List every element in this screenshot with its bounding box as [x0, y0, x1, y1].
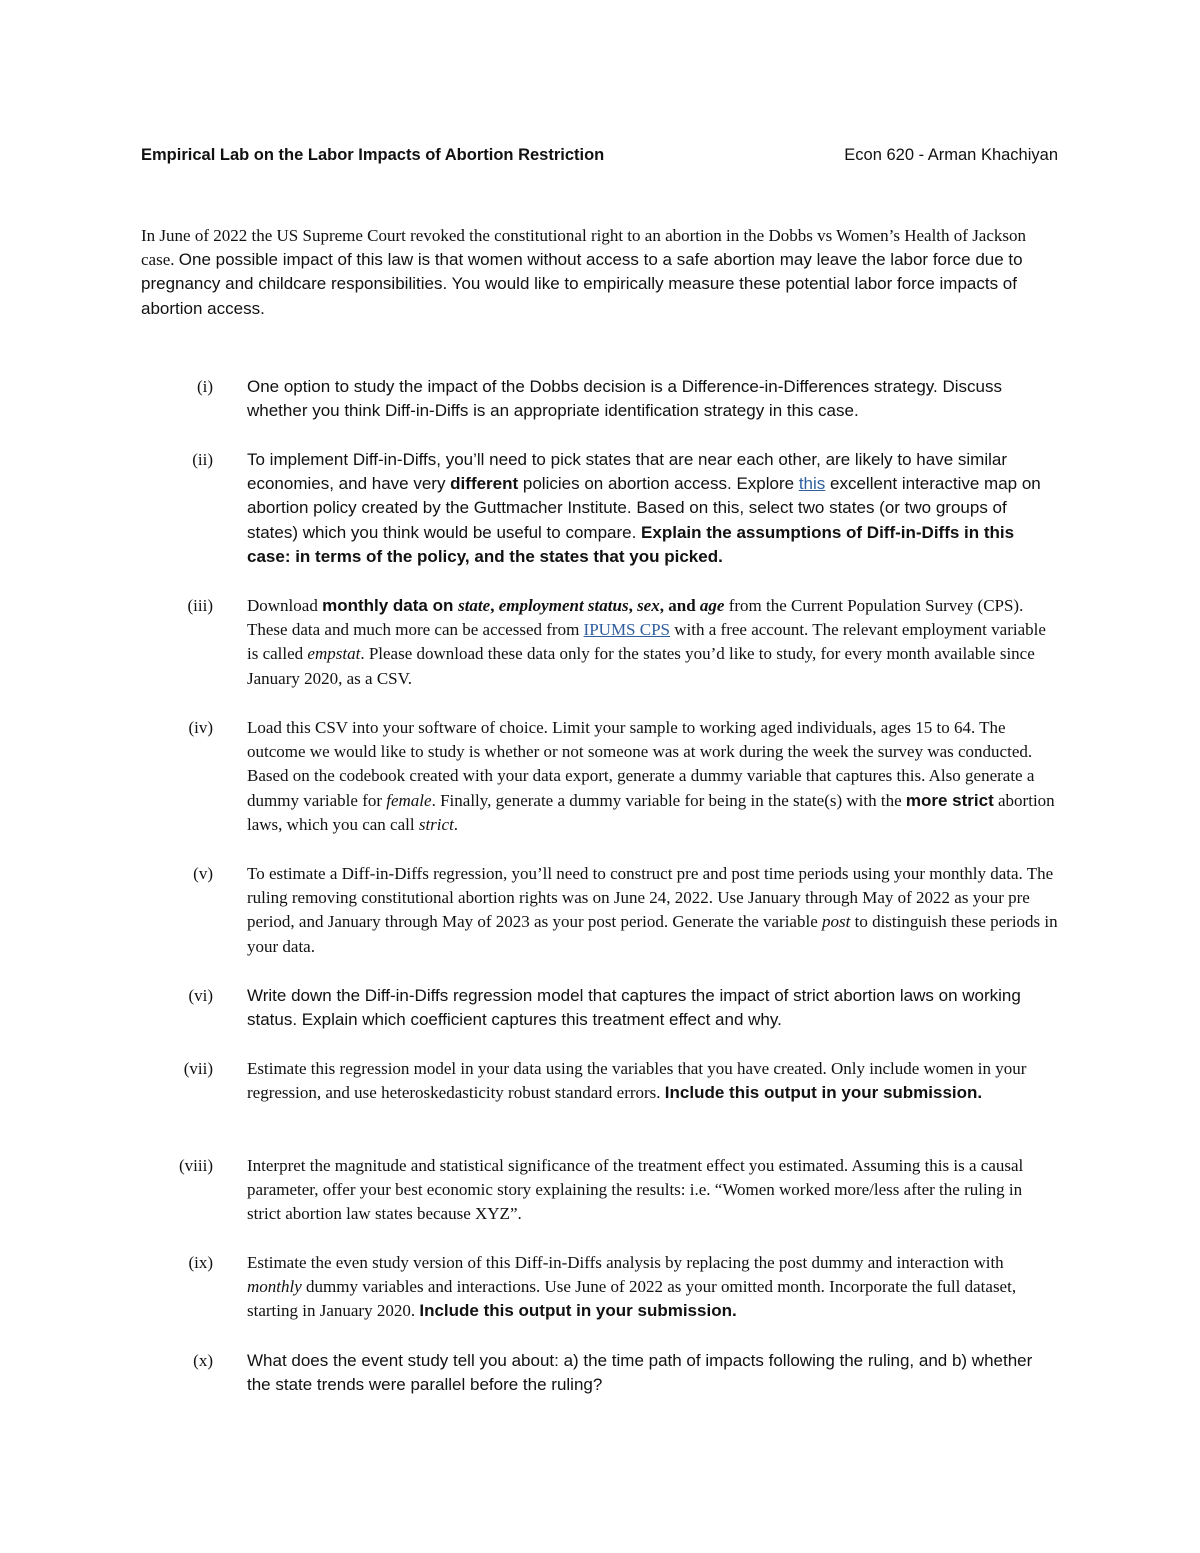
variable-name: empstat — [307, 644, 361, 664]
emphasis-text: Include this output in your submission. — [419, 1301, 737, 1321]
intro-sentence-2: One possible impact of this law is that women without access to a safe abortion may leave the labor force due to pregnancy and childcare responsibilities. You would like to empirically measure these potential labor force impacts of abortion access. — [141, 250, 1023, 318]
emphasis-text: Include this output in your submission. — [664, 1083, 983, 1103]
ipums-cps-link[interactable]: IPUMS CPS — [583, 620, 671, 640]
variable-name: post — [822, 912, 851, 932]
document-header — [141, 143, 1058, 169]
question-number: (viii) — [179, 1156, 213, 1175]
question-number: (iii) — [187, 596, 213, 615]
page-title: Empirical Lab on the Labor Impacts of Abortion Restriction — [141, 146, 605, 164]
variable-name: female — [386, 790, 432, 810]
question-text-run: abortion laws, which you can call — [247, 790, 1055, 834]
variable-name: strict — [418, 814, 454, 834]
question-text — [247, 1057, 1058, 1105]
course-author-label: Econ 620 - Arman Khachiyan — [844, 146, 1058, 164]
emphasis-text: Explain the assumptions of Diff-in-Diffs in this case: in terms of the policy, and the states that you picked. — [247, 522, 1015, 566]
question-text-run: dummy variables and interactions. Use June of 2022 as your omitted month. Incorporate the full dataset, starting in January 2020. — [247, 1277, 1017, 1321]
question-text-run: Estimate this regression model in your data using the variables that you have created. Only include women in your regression, and use heteroskedasticity robust standard errors. — [247, 1059, 1027, 1103]
question-text — [247, 862, 1058, 959]
question-text-run: to distinguish these periods in your data. — [247, 912, 1058, 956]
question-text-run: . Please download these data only for the states you’d like to study, for every month available since January 2020, as a CSV. — [247, 644, 1035, 688]
question-text-run: from the Current Population Survey (CPS). These data and much more can be accessed from — [247, 596, 1024, 640]
question-text-run: Estimate the even study version of this Diff-in-Diffs analysis by replacing the post dummy and interaction with — [247, 1253, 1004, 1272]
question-text-run: with a free account. The relevant employment variable is called — [247, 620, 1046, 664]
emphasis-text: more strict — [905, 790, 994, 810]
emphasis-text: , — [628, 596, 638, 615]
question-number: (vi) — [188, 986, 213, 1005]
question-text — [247, 1349, 1058, 1397]
variable-name: state — [458, 596, 491, 615]
question-text — [247, 594, 1058, 691]
emphasis-text: , and — [659, 596, 700, 615]
question-text — [247, 448, 1058, 569]
question-text-run: To estimate a Diff-in-Diffs regression, you’ll need to construct pre and post time periods using your monthly data. The ruling removing constitutional abortion rights was on June 24, 2022. Use January through May of 2022 as your pre period, and January through May of 2023 as your post period. Generate the variable — [247, 864, 1054, 932]
question-text-run: . Finally, generate a dummy variable for being in the state(s) with the — [431, 790, 906, 810]
question-number: (x) — [193, 1351, 213, 1370]
question-number: (v) — [193, 864, 213, 883]
question-text — [247, 375, 1058, 423]
question-text — [247, 716, 1058, 837]
question-number: (vii) — [183, 1059, 213, 1078]
question-number: (ii) — [192, 450, 213, 469]
question-number: (i) — [196, 377, 213, 396]
question-text-run: Interpret the magnitude and statistical significance of the treatment effect you estimated. Assuming this is a causal parameter, offer your best economic story explaining the results: i.e. “Women worked more/less after the ruling in strict abortion law states because XYZ”. — [247, 1156, 1024, 1224]
intro-paragraph — [141, 224, 1058, 321]
variable-name: sex — [637, 596, 660, 615]
guttmacher-map-link[interactable]: this — [798, 474, 826, 494]
question-text-run: Download — [247, 596, 323, 615]
emphasis-text: monthly data on — [322, 596, 459, 615]
question-text-run: To implement Diff-in-Diffs, you’ll need to pick states that are near each other, are likely to have similar economies, and have very — [247, 450, 1008, 494]
question-number: (iv) — [188, 718, 213, 737]
question-text-run: Load this CSV into your software of choice. Limit your sample to working aged individuals, ages 15 to 64. The outcome we would like to study is whether or not someone was at work during the week the survey was conducted. Based on the codebook created with your data export, generate a dummy variable that captures this. Also generate a dummy variable for — [247, 718, 1035, 810]
question-text — [247, 1251, 1058, 1324]
question-text-run: One option to study the impact of the Dobbs decision is a Difference-in-Differences strategy. Discuss whether you think Diff-in-Diffs is an appropriate identification strategy in this case. — [247, 377, 1002, 421]
emphasis-text: different — [450, 474, 519, 494]
question-text-run: excellent interactive map on abortion policy created by the Guttmacher Institute. Based on this, select two states (or two groups of states) which you think would be useful to compare. — [247, 474, 1041, 542]
question-text — [247, 1154, 1058, 1227]
question-text-run: . — [453, 814, 459, 834]
question-text-run: What does the event study tell you about: a) the time path of impacts following the ruling, and b) whether the state trends were parallel before the ruling? — [247, 1351, 1033, 1395]
question-number: (ix) — [188, 1253, 213, 1272]
variable-name: age — [699, 596, 725, 615]
question-text-run: Write down the Diff-in-Diffs regression model that captures the impact of strict abortion laws on working status. Explain which coefficient captures this treatment effect and why. — [247, 986, 1021, 1030]
intro-sentence-1: In June of 2022 the US Supreme Court revoked the constitutional right to an abortion in the Dobbs vs Women’s Health of Jackson case. — [141, 226, 1027, 270]
question-text-run: policies on abortion access. Explore — [518, 474, 799, 494]
variable-name: employment status — [498, 596, 629, 615]
variable-name: monthly — [247, 1277, 302, 1297]
question-text — [247, 984, 1058, 1032]
emphasis-text: , — [490, 596, 499, 615]
